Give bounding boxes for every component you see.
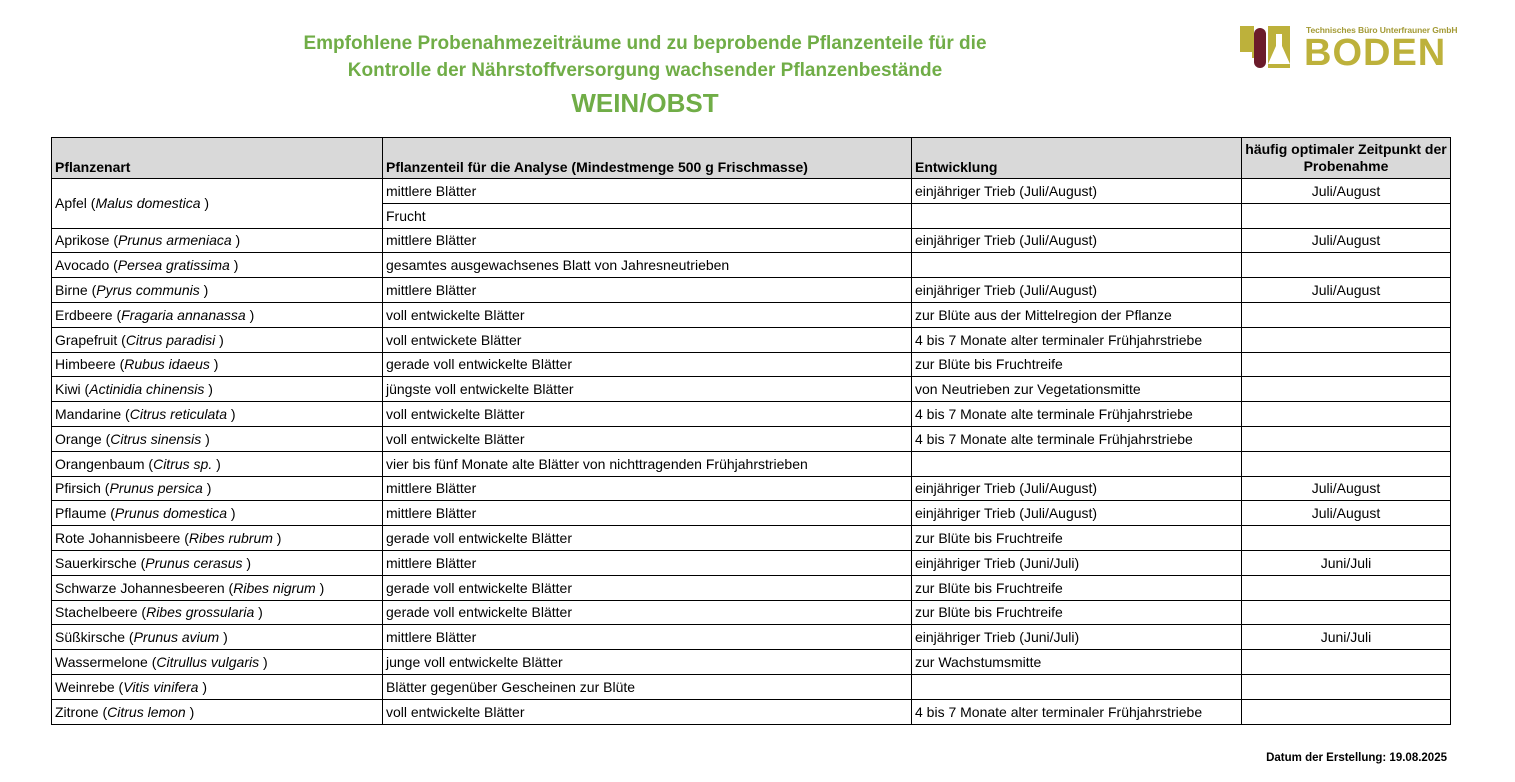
- cell-development: [912, 451, 1242, 476]
- cell-development: einjähriger Trieb (Juni/Juli): [912, 550, 1242, 575]
- boden-logo-icon: [1238, 24, 1302, 72]
- plant-latin-name: Citrus paradisi: [125, 331, 216, 348]
- plant-name: Pfirsich: [55, 480, 101, 497]
- cell-plant: Pfirsich (Prunus persica ): [52, 476, 383, 501]
- plant-latin-name: Prunus persica: [109, 480, 203, 497]
- plant-latin-name: Prunus domestica: [114, 505, 227, 522]
- cell-development: [912, 203, 1242, 228]
- plant-name: Süßkirsche: [55, 629, 126, 646]
- cell-sampling-time: [1242, 699, 1451, 724]
- cell-part: mittlere Blätter: [383, 476, 912, 501]
- plant-name: Stachelbeere: [55, 604, 138, 621]
- cell-part: gesamtes ausgewachsenes Blatt von Jahresneutrieben: [383, 253, 912, 278]
- cell-part: voll entwickete Blätter: [383, 327, 912, 352]
- cell-sampling-time: [1242, 451, 1451, 476]
- cell-sampling-time: [1242, 575, 1451, 600]
- title-line-1: Empfohlene Probenahmezeiträume und zu beprobende Pflanzenteile für die: [303, 33, 987, 54]
- plant-latin-name: Rubus idaeus: [124, 356, 210, 373]
- plant-latin-name: Actinidia chinensis: [89, 381, 205, 398]
- plant-latin-name: Vitis vinifera: [123, 678, 199, 695]
- cell-sampling-time: Juli/August: [1242, 476, 1451, 501]
- cell-part: mittlere Blätter: [383, 179, 912, 204]
- cell-plant: Kiwi (Actinidia chinensis ): [52, 377, 383, 402]
- header-plant: Pflanzenart: [52, 138, 383, 179]
- cell-development: [912, 674, 1242, 699]
- plant-name: Zitrone: [55, 703, 99, 720]
- cell-part: mittlere Blätter: [383, 278, 912, 303]
- cell-sampling-time: Juli/August: [1242, 278, 1451, 303]
- creation-date: Datum der Erstellung: 19.08.2025: [1266, 752, 1447, 764]
- table-row: [52, 302, 1451, 327]
- cell-sampling-time: Juni/Juli: [1242, 550, 1451, 575]
- cell-development: einjähriger Trieb (Juli/August): [912, 476, 1242, 501]
- plant-name: Schwarze Johannesbeeren: [55, 579, 225, 596]
- cell-sampling-time: Juli/August: [1242, 179, 1451, 204]
- table-row: [52, 600, 1451, 625]
- plant-latin-name: Fragaria annanassa: [121, 306, 246, 323]
- cell-part: Blätter gegenüber Gescheinen zur Blüte: [383, 674, 912, 699]
- plant-latin-name: Ribes rubrum: [188, 530, 273, 547]
- table-row: [52, 650, 1451, 675]
- cell-plant: Rote Johannisbeere (Ribes rubrum ): [52, 526, 383, 551]
- cell-development: von Neutrieben zur Vegetationsmitte: [912, 377, 1242, 402]
- cell-development: zur Blüte bis Fruchtreife: [912, 352, 1242, 377]
- plant-name: Birne: [55, 282, 88, 299]
- cell-development: zur Blüte bis Fruchtreife: [912, 600, 1242, 625]
- table-row: [52, 674, 1451, 699]
- plant-name: Aprikose: [55, 232, 110, 249]
- plant-name: Pflaume: [55, 505, 107, 522]
- cell-plant: Süßkirsche (Prunus avium ): [52, 625, 383, 650]
- cell-plant: Birne (Pyrus communis ): [52, 278, 383, 303]
- plant-latin-name: Ribes nigrum: [233, 579, 316, 596]
- plant-latin-name: Ribes grossularia: [146, 604, 255, 621]
- plant-name: Apfel: [55, 195, 87, 212]
- cell-development: einjähriger Trieb (Juli/August): [912, 278, 1242, 303]
- cell-sampling-time: [1242, 526, 1451, 551]
- cell-sampling-time: [1242, 600, 1451, 625]
- cell-sampling-time: Juli/August: [1242, 501, 1451, 526]
- cell-development: 4 bis 7 Monate alter terminaler Frühjahrstriebe: [912, 327, 1242, 352]
- plant-latin-name: Pyrus communis: [96, 282, 200, 299]
- cell-plant: Pflaume (Prunus domestica ): [52, 501, 383, 526]
- cell-part: jüngste voll entwickelte Blätter: [383, 377, 912, 402]
- cell-part: gerade voll entwickelte Blätter: [383, 526, 912, 551]
- cell-part: voll entwickelte Blätter: [383, 402, 912, 427]
- cell-development: [912, 253, 1242, 278]
- cell-development: zur Wachstumsmitte: [912, 650, 1242, 675]
- cell-plant: Mandarine (Citrus reticulata ): [52, 402, 383, 427]
- cell-part: voll entwickelte Blätter: [383, 426, 912, 451]
- cell-plant: Apfel (Malus domestica ): [52, 179, 383, 229]
- cell-part: voll entwickelte Blätter: [383, 699, 912, 724]
- plant-name: Erdbeere: [55, 306, 113, 323]
- cell-plant: Weinrebe (Vitis vinifera ): [52, 674, 383, 699]
- cell-development: 4 bis 7 Monate alter terminaler Frühjahrstriebe: [912, 699, 1242, 724]
- cell-development: 4 bis 7 Monate alte terminale Frühjahrstriebe: [912, 426, 1242, 451]
- plant-name: Weinrebe: [55, 678, 115, 695]
- plant-name: Rote Johannisbeere: [55, 530, 181, 547]
- cell-sampling-time: Juni/Juli: [1242, 625, 1451, 650]
- table-row: [52, 699, 1451, 724]
- sampling-table: [51, 137, 1451, 725]
- table-row: [52, 377, 1451, 402]
- cell-sampling-time: [1242, 426, 1451, 451]
- cell-part: voll entwickelte Blätter: [383, 302, 912, 327]
- table-row: [52, 179, 1451, 204]
- cell-plant: Himbeere (Rubus idaeus ): [52, 352, 383, 377]
- table-row: [52, 253, 1451, 278]
- table-row: [52, 278, 1451, 303]
- cell-sampling-time: [1242, 352, 1451, 377]
- table-row: [52, 402, 1451, 427]
- cell-development: 4 bis 7 Monate alte terminale Frühjahrstriebe: [912, 402, 1242, 427]
- cell-plant: Orangenbaum (Citrus sp. ): [52, 451, 383, 476]
- logo-brand-text: BODEN: [1304, 32, 1447, 74]
- table-row: [52, 352, 1451, 377]
- plant-name: Grapefruit: [55, 331, 118, 348]
- table-row: [52, 550, 1451, 575]
- cell-development: einjähriger Trieb (Juni/Juli): [912, 625, 1242, 650]
- plant-name: Wassermelone: [55, 654, 148, 671]
- cell-development: einjähriger Trieb (Juli/August): [912, 501, 1242, 526]
- document-title: [150, 30, 1140, 120]
- cell-sampling-time: [1242, 402, 1451, 427]
- table-row: [52, 451, 1451, 476]
- cell-plant: Zitrone (Citrus lemon ): [52, 699, 383, 724]
- plant-latin-name: Prunus cerasus: [145, 554, 243, 571]
- table-header-row: [52, 138, 1451, 179]
- plant-name: Avocado: [55, 257, 110, 274]
- plant-latin-name: Prunus armeniaca: [118, 232, 232, 249]
- cell-part: gerade voll entwickelte Blätter: [383, 600, 912, 625]
- table-row: [52, 327, 1451, 352]
- cell-plant: Schwarze Johannesbeeren (Ribes nigrum ): [52, 575, 383, 600]
- plant-name: Orangenbaum: [55, 455, 145, 472]
- cell-sampling-time: [1242, 302, 1451, 327]
- cell-part: mittlere Blätter: [383, 228, 912, 253]
- cell-sampling-time: Juli/August: [1242, 228, 1451, 253]
- table-row: [52, 575, 1451, 600]
- table-row: [52, 625, 1451, 650]
- cell-development: zur Blüte bis Fruchtreife: [912, 575, 1242, 600]
- plant-name: Himbeere: [55, 356, 116, 373]
- cell-development: einjähriger Trieb (Juli/August): [912, 228, 1242, 253]
- plant-name: Sauerkirsche: [55, 554, 137, 571]
- cell-development: zur Blüte aus der Mittelregion der Pflanze: [912, 302, 1242, 327]
- cell-plant: Aprikose (Prunus armeniaca ): [52, 228, 383, 253]
- cell-plant: Grapefruit (Citrus paradisi ): [52, 327, 383, 352]
- plant-name: Kiwi: [55, 381, 81, 398]
- plant-latin-name: Malus domestica: [95, 195, 201, 212]
- cell-part: mittlere Blätter: [383, 501, 912, 526]
- plant-latin-name: Citrullus vulgaris: [156, 654, 260, 671]
- cell-plant: Stachelbeere (Ribes grossularia ): [52, 600, 383, 625]
- cell-part: gerade voll entwickelte Blätter: [383, 352, 912, 377]
- table-row: [52, 426, 1451, 451]
- cell-sampling-time: [1242, 674, 1451, 699]
- cell-part: gerade voll entwickelte Blätter: [383, 575, 912, 600]
- cell-sampling-time: [1242, 327, 1451, 352]
- cell-plant: Avocado (Persea gratissima ): [52, 253, 383, 278]
- title-line-2: Kontrolle der Nährstoffversorgung wachsender Pflanzenbestände: [347, 60, 943, 81]
- header-part: Pflanzenteil für die Analyse (Mindestmenge 500 g Frischmasse): [383, 138, 912, 179]
- boden-logo: [1238, 24, 1458, 74]
- logo-company-name: Technisches Büro Unterfrauner GmbH: [1306, 25, 1458, 35]
- cell-part: Frucht: [383, 203, 912, 228]
- title-category: WEIN/OBST: [571, 88, 719, 118]
- cell-part: mittlere Blätter: [383, 550, 912, 575]
- cell-sampling-time: [1242, 377, 1451, 402]
- plant-latin-name: Prunus avium: [133, 629, 220, 646]
- header-development: Entwicklung: [912, 138, 1242, 179]
- plant-latin-name: Persea gratissima: [117, 257, 230, 274]
- plant-name: Orange: [55, 430, 102, 447]
- header-sampling-time: häufig optimaler Zeitpunkt der Probenahme: [1242, 138, 1451, 179]
- cell-part: junge voll entwickelte Blätter: [383, 650, 912, 675]
- plant-latin-name: Citrus lemon: [107, 703, 186, 720]
- table-row: [52, 501, 1451, 526]
- cell-plant: Orange (Citrus sinensis ): [52, 426, 383, 451]
- table-body: [52, 179, 1451, 725]
- cell-development: einjähriger Trieb (Juli/August): [912, 179, 1242, 204]
- cell-sampling-time: [1242, 650, 1451, 675]
- table-row: [52, 526, 1451, 551]
- plant-latin-name: Citrus sp.: [153, 455, 213, 472]
- cell-plant: Wassermelone (Citrullus vulgaris ): [52, 650, 383, 675]
- cell-plant: Sauerkirsche (Prunus cerasus ): [52, 550, 383, 575]
- plant-latin-name: Citrus reticulata: [129, 406, 227, 423]
- cell-part: vier bis fünf Monate alte Blätter von nichttragenden Frühjahrstrieben: [383, 451, 912, 476]
- cell-development: zur Blüte bis Fruchtreife: [912, 526, 1242, 551]
- table-row: [52, 228, 1451, 253]
- cell-part: mittlere Blätter: [383, 625, 912, 650]
- cell-plant: Erdbeere (Fragaria annanassa ): [52, 302, 383, 327]
- cell-sampling-time: [1242, 203, 1451, 228]
- cell-sampling-time: [1242, 253, 1451, 278]
- plant-latin-name: Citrus sinensis: [110, 430, 202, 447]
- plant-name: Mandarine: [55, 406, 122, 423]
- table-row: [52, 476, 1451, 501]
